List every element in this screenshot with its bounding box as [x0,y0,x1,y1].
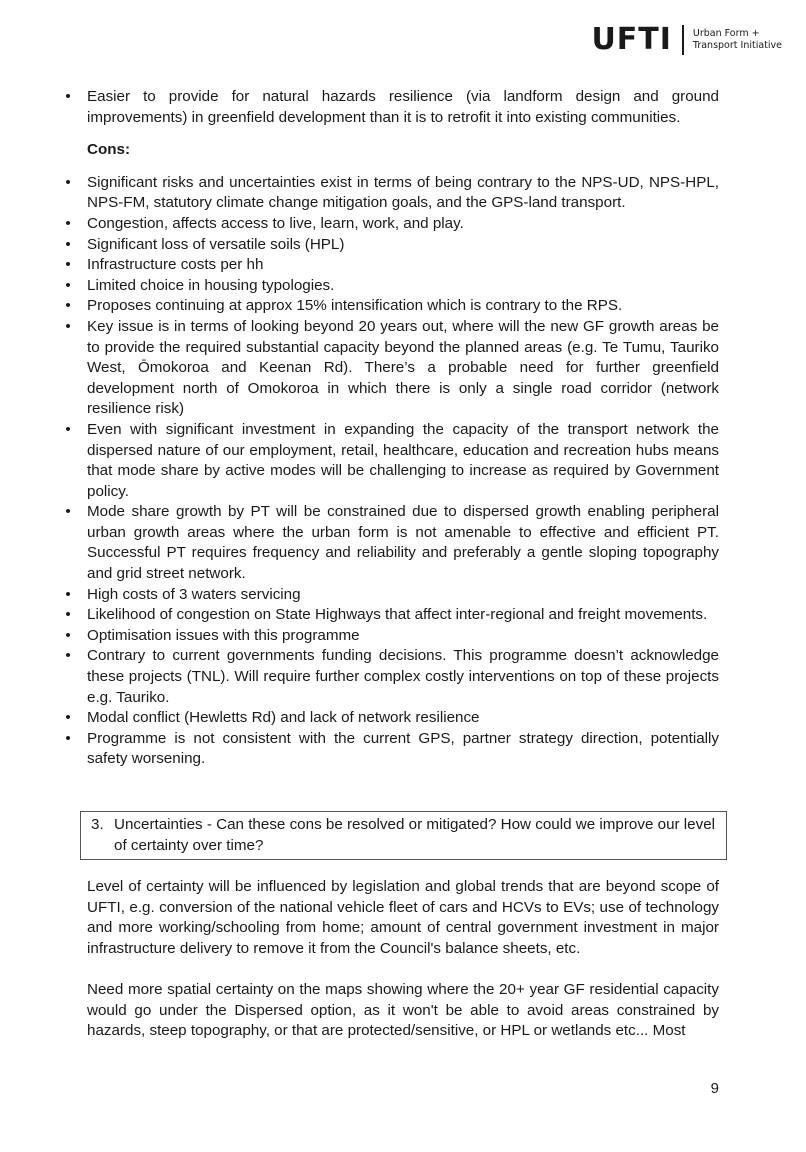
paragraph-certainty: Level of certainty will be influenced by legislation and global trends that are beyond scope of UFTI, e.g. conversion of the national vehicle fleet of cars and HCVs to EVs; use of technology and more working/schooling from home; amount of central government investment in major infrastructure delivery to remove it from the Council's balance sheets, etc. [87,878,719,957]
list-item [63,502,719,584]
list-item-text: High costs of 3 waters servicing [87,585,301,603]
logo-line-2: Transport Initiative [692,39,782,51]
bullet-icon: • [65,235,71,253]
bullet-icon: • [65,503,71,521]
bullet-icon: • [65,214,71,232]
logo-divider [682,25,684,55]
list-item-text: Programme is not consistent with the current GPS, partner strategy direction, potentially safety worsening. [87,729,719,768]
logo-subtitle [693,28,782,52]
question-number: 3. [91,816,104,833]
paragraph-spatial-certainty: Need more spatial certainty on the maps showing where the 20+ year GF residential capacity would go under the Dispersed option, as it won't be able to avoid areas constrained by hazards, steep topography, or that are protected/sensitive, or HPL or wetlands etc... Most [87,981,719,1040]
bullet-icon: • [65,585,71,603]
bullet-icon: • [65,317,71,335]
list-item-text: Mode share growth by PT will be constrained due to dispersed growth enabling peripheral urban growth areas where the urban form is not amenable to effective and efficient PT. Successful PT requires frequency and reliability and preferably a gentle sloping topography and grid street network. [87,503,719,583]
bullet-icon: • [65,709,71,727]
logo-line-1: Urban Form + [692,27,760,39]
list-item-text: Limited choice in housing typologies. [87,276,335,294]
list-item [63,729,719,770]
list-item [63,420,719,502]
list-item [63,255,719,276]
list-item [63,214,719,235]
ufti-logo [591,22,782,57]
bullet-icon: • [65,256,71,274]
bullet-icon: • [65,606,71,624]
page-number: 9 [710,1080,719,1097]
document-body [63,87,719,770]
question-text: Uncertainties - Can these cons be resolved or mitigated? How could we improve our level of certainty over time? [114,816,716,854]
list-item [63,87,719,128]
bullet-icon: • [65,420,71,438]
question-box [80,811,727,860]
list-item-text: Even with significant investment in expanding the capacity of the transport network the dispersed nature of our employment, retail, healthcare, education and recreation hubs means that mode share by active modes will be challenging to increase as required by Government policy. [87,420,719,500]
list-item-text: Proposes continuing at approx 15% intensification which is contrary to the RPS. [87,297,623,315]
list-item-text: Optimisation issues with this programme [87,626,360,644]
list-item [63,605,719,626]
bullet-icon: • [65,173,71,191]
cons-list [63,173,719,770]
bullet-icon: • [65,88,71,105]
bullet-icon: • [65,647,71,665]
logo-mark: UFTI [591,22,672,57]
list-item [63,646,719,708]
list-item-text: Key issue is in terms of looking beyond 20 years out, where will the new GF growth areas be to provide the required substantial capacity beyond the planned areas (e.g. Te Tumu, Tauriko West, Ōmokoroa and Keenan Rd). There’s a probable need for further greenfield development north of Omokoroa in which there is only a single road corridor (network resilience risk) [87,317,719,418]
bullet-icon: • [65,276,71,294]
list-item [63,296,719,317]
list-item [63,276,719,297]
list-item-text: Modal conflict (Hewletts Rd) and lack of network resilience [87,709,480,727]
list-item-text: Significant risks and uncertainties exist in terms of being contrary to the NPS-UD, NPS-HPL, NPS-FM, statutory climate change mitigation goals, and the GPS-land transport. [87,173,719,212]
bullet-icon: • [65,729,71,747]
list-item [63,626,719,647]
list-item [63,708,719,729]
list-item-text: Congestion, affects access to live, learn, work, and play. [87,214,464,232]
list-item [63,173,719,214]
bullet-icon: • [65,626,71,644]
list-item-text: Likelihood of congestion on State Highways that affect inter-regional and freight movements. [87,606,708,624]
cons-heading: Cons: [87,141,131,159]
bullet-icon: • [65,297,71,315]
list-item [63,585,719,606]
list-item [63,317,719,420]
list-item-text: Infrastructure costs per hh [87,256,264,274]
list-item-text: Contrary to current governments funding decisions. This programme doesn’t acknowledge these projects (TNL). Will require further complex costly interventions on top of these projects e.g. Tauriko. [87,647,719,706]
pros-list [63,87,719,128]
list-item-text: Easier to provide for natural hazards resilience (via landform design and ground improvements) in greenfield development than it is to retrofit it into existing communities. [87,88,719,126]
list-item [63,235,719,256]
list-item-text: Significant loss of versatile soils (HPL) [87,235,345,253]
